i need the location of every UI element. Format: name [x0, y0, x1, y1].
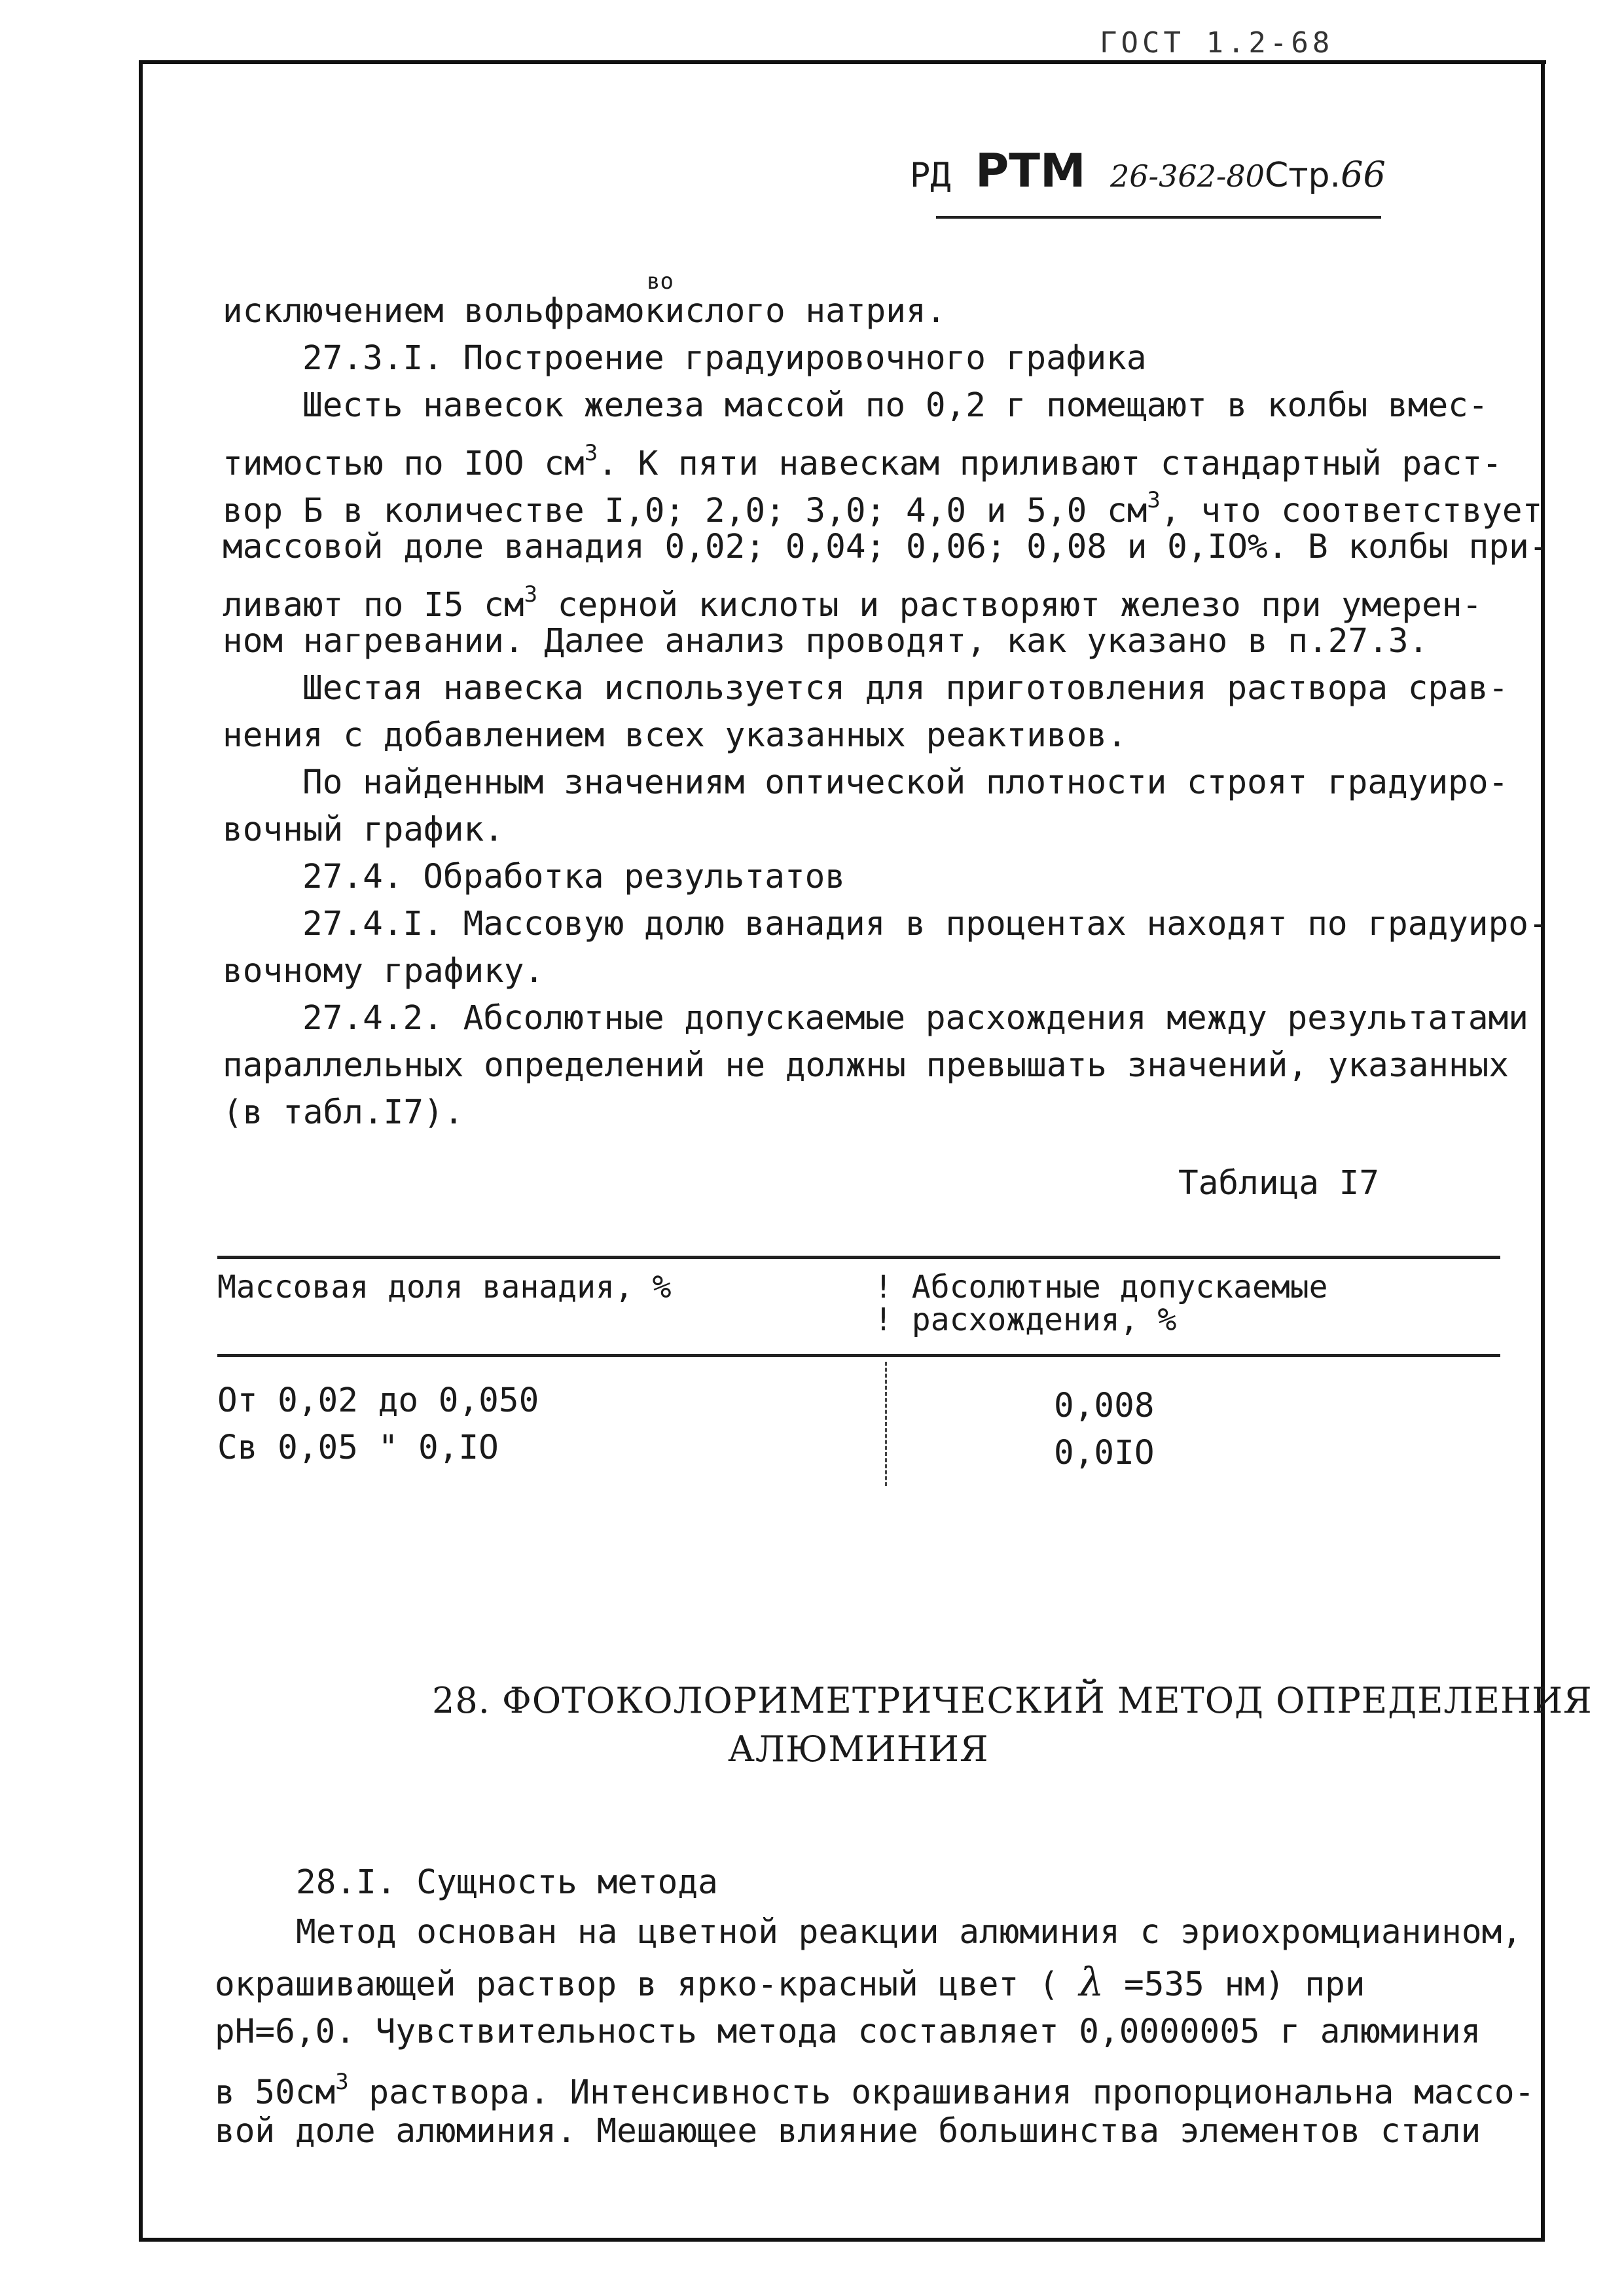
text-run: вор Б в количестве I,0; 2,0; 3,0; 4,0 и 5,0 см	[223, 492, 1147, 530]
page-frame-bottom	[139, 2238, 1545, 2242]
page-frame-top	[139, 60, 1546, 64]
subsection-heading: 28.I. Сущность метода	[296, 1863, 718, 1902]
table-row-value: 0,008	[1054, 1387, 1155, 1425]
text-run: . К пяти навескам приливают стандартный раст-	[598, 445, 1502, 483]
body-line: параллельных определений не должны превышать значений, указанных	[223, 1046, 1509, 1085]
text-run: в 50см	[215, 2073, 336, 2112]
text-run: раствора. Интенсивность окрашивания пропорциональна массо-	[348, 2073, 1535, 2112]
text-run: серной кислоты и растворяют железо при умерен-	[537, 586, 1483, 625]
superscript: 3	[335, 2069, 349, 2095]
cut-off-header-fragment: ГОСТ 1.2-68	[1100, 26, 1334, 60]
table-header-tolerance-line1: ! Абсолютные допускаемые	[874, 1269, 1328, 1305]
body-line: нения с добавлением всех указанных реактивов.	[223, 716, 1127, 755]
section-title: 28. ФОТОКОЛОРИМЕТРИЧЕСКИЙ МЕТОД ОПРЕДЕЛЕНИЯ	[432, 1680, 1593, 1721]
text-run: ливают по I5 см	[223, 586, 524, 625]
text-run: =535 нм) при	[1104, 1965, 1365, 2004]
text-run: , что соответствует	[1160, 492, 1543, 530]
section-title-continued: АЛЮМИНИЯ	[728, 1728, 989, 1770]
page-number: 66	[1341, 154, 1386, 195]
body-line: По найденным значениям оптической плотности строят градуиро-	[302, 763, 1509, 802]
stamp-underline	[936, 216, 1381, 219]
body-line: Шесть навесок железа массой по 0,2 г помещают в колбы вмес-	[302, 386, 1489, 425]
rtm-label: РТМ	[975, 144, 1086, 198]
body-line: pH=6,0. Чувствительность метода составляет 0,0000005 г алюминия	[215, 2013, 1481, 2051]
body-line: Метод основан на цветной реакции алюминия с эриохромцианином,	[296, 1913, 1522, 1952]
table-top-rule	[217, 1256, 1500, 1259]
table-header-mass-fraction: Массовая доля ванадия, %	[217, 1269, 672, 1305]
table-column-divider	[885, 1362, 887, 1486]
body-line: ном нагревании. Далее анализ проводят, как указано в п.27.3.	[223, 622, 1429, 661]
body-line: Шестая навеска используется для приготовления раствора срав-	[302, 669, 1509, 708]
body-line: вочный график.	[223, 811, 504, 849]
body-line: исключением вольфрамокислого натрия.	[223, 292, 947, 331]
body-line: массовой доле ванадия 0,02; 0,04; 0,06; 0,08 и 0,IO%. В колбы при-	[223, 528, 1549, 566]
table-header-rule	[217, 1354, 1500, 1357]
page-frame-right	[1541, 60, 1545, 2240]
document-stamp	[910, 144, 1386, 198]
body-line	[215, 1959, 1365, 2009]
subsection-heading: 27.4. Обработка результатов	[302, 858, 846, 896]
rd-label: РД	[910, 156, 951, 195]
table-row-range: От 0,02 до 0,050	[217, 1381, 539, 1420]
page-frame-left	[139, 60, 143, 2240]
superscript: 3	[584, 440, 598, 466]
body-line: вой доле алюминия. Мешающее влияние большинства элементов стали	[215, 2112, 1481, 2151]
text-run: окрашивающей раствор в ярко-красный цвет (	[215, 1965, 1059, 2004]
text-run: тимостью по IOO см	[223, 445, 585, 483]
table-header-tolerance-line2: ! расхождения, %	[874, 1302, 1177, 1338]
superscript: 3	[524, 581, 538, 608]
table-caption: Таблица I7	[1178, 1164, 1380, 1203]
body-line: (в табл.I7).	[223, 1093, 464, 1132]
lambda-symbol: λ	[1079, 1959, 1104, 2005]
body-line: 27.4.2. Абсолютные допускаемые расхождения между результатами	[302, 999, 1528, 1038]
handwritten-insert: во	[647, 268, 674, 295]
table-row-value: 0,0IO	[1054, 1434, 1155, 1472]
subsection-heading: 27.3.I. Построение градуировочного графика	[302, 339, 1147, 378]
superscript: 3	[1147, 487, 1161, 513]
doc-number: 26-362-80	[1110, 158, 1265, 194]
body-line: вочному графику.	[223, 952, 545, 991]
table-row-range: Св 0,05 " 0,IO	[217, 1429, 499, 1467]
body-line: 27.4.I. Массовую долю ванадия в процентах находят по градуиро-	[302, 905, 1549, 943]
page-label: Стр.	[1264, 156, 1341, 195]
